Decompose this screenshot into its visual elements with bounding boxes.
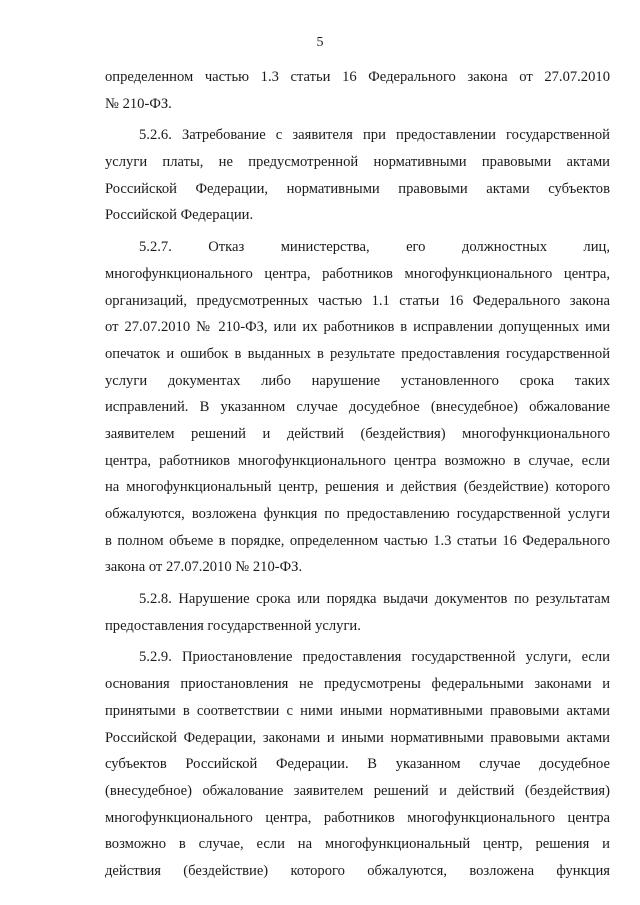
text-line: организаций, предусмотренных частью 1.1 статьи 16 Федерального закона: [105, 292, 610, 309]
text-line: Российской Федерации.: [105, 207, 254, 224]
text-line: субъектов Российской Федерации. В указанном случае досудебное: [105, 756, 610, 773]
paragraph-p4: [105, 586, 610, 639]
text-line: принятыми в соответствии с ними иными нормативными правовыми актами: [105, 702, 610, 719]
text-line: предоставления государственной услуги.: [105, 617, 361, 634]
paragraph-p5: [105, 644, 610, 884]
text-line: возможно в случае, если на многофункциональный центр, решения и: [105, 836, 610, 853]
text-line: 5.2.8. Нарушение срока или порядка выдачи документов по результатам: [139, 591, 610, 608]
text-line: определенном частью 1.3 статьи 16 Федерального закона от 27.07.2010: [105, 69, 610, 85]
text-line: многофункционального центра, работников многофункционального центра: [105, 809, 610, 826]
text-line: № 210-ФЗ.: [105, 95, 172, 112]
text-line: Российской Федерации, нормативными правовыми актами субъектов: [105, 180, 610, 197]
text-line: закона от 27.07.2010 № 210-ФЗ.: [105, 559, 303, 576]
text-line: исправлений. В указанном случае досудебное (внесудебное) обжалование: [105, 399, 610, 416]
text-line: 5.2.7. Отказ министерства, его должностных лиц,: [139, 239, 610, 256]
text-line: в полном объеме в порядке, определенном частью 1.3 статьи 16 Федерального: [105, 532, 610, 549]
text-line: обжалуются, возложена функция по предоставлению государственной услуги: [105, 506, 610, 522]
paragraph-p2: [105, 122, 610, 229]
paragraph-p3: [105, 234, 610, 581]
page-number: 5: [316, 35, 324, 50]
text-line: действия (бездействие) которого обжалуются, возложена функция: [105, 862, 610, 879]
text-line: основания приостановления не предусмотрены федеральными законами и: [105, 676, 610, 693]
text-line: заявителем решений и действий (бездействия) многофункционального: [105, 425, 610, 442]
text-line: многофункционального центра, работников многофункционального центра,: [105, 265, 610, 282]
text-line: 5.2.9. Приостановление предоставления государственной услуги, если: [139, 649, 610, 666]
text-line: Российской Федерации, законами и иными нормативными правовыми актами: [105, 729, 610, 746]
text-line: (внесудебное) обжалование заявителем решений и действий (бездействия): [105, 782, 610, 799]
text-line: опечаток и ошибок в выданных в результате предоставления государственной: [105, 345, 610, 362]
text-line: центра, работников многофункционального центра возможно в случае, если: [105, 452, 610, 469]
text-line: услуги платы, не предусмотренной нормативными правовыми актами: [105, 154, 610, 171]
paragraph-p1: [105, 64, 610, 117]
text-line: 5.2.6. Затребование с заявителя при предоставлении государственной: [139, 127, 610, 144]
text-line: на многофункциональный центр, решения и действия (бездействие) которого: [105, 479, 610, 496]
text-line: от 27.07.2010 № 210-ФЗ, или их работников в исправлении допущенных ими: [105, 319, 610, 336]
text-line: услуги документах либо нарушение установленного срока таких: [105, 372, 610, 389]
document-body: [105, 64, 610, 885]
